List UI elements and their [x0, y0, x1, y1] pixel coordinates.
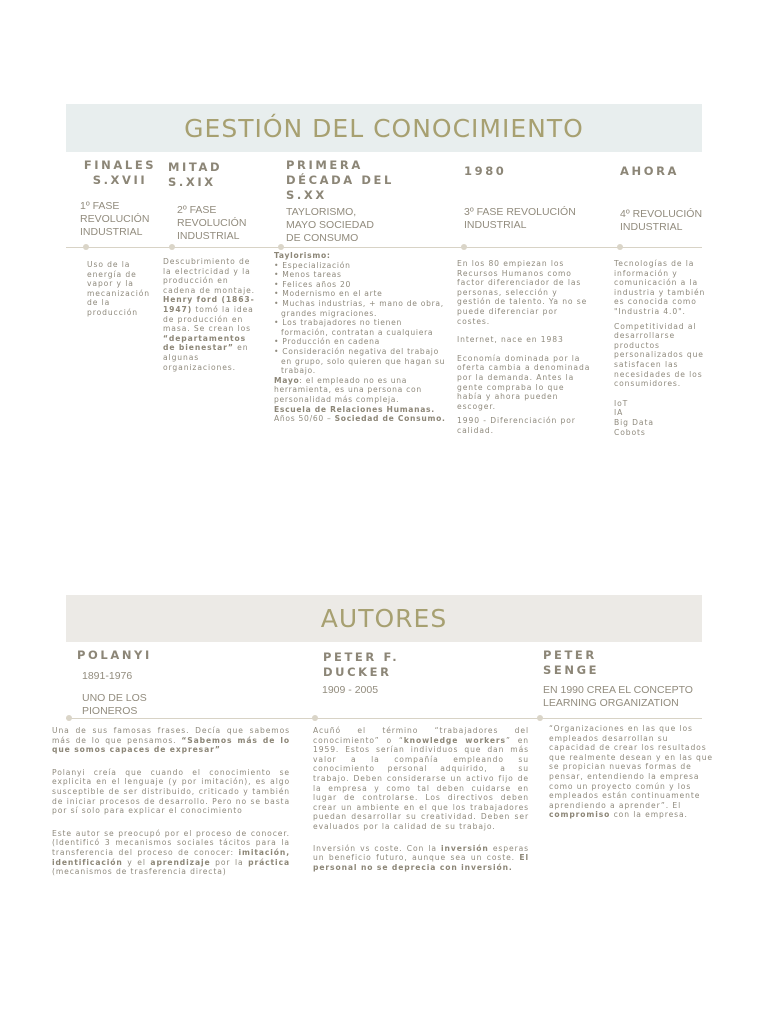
text-span: en algunas organizaciones. — [163, 343, 249, 372]
section-title-gestion: GESTIÓN DEL CONOCIMIENTO — [66, 104, 702, 152]
column-subtitle-wrap — [286, 206, 416, 245]
timeline-dot — [537, 715, 543, 721]
column-subtitle-wrap — [177, 204, 257, 243]
tech-item: Big Data — [614, 417, 654, 427]
polanyi-paragraph — [52, 726, 290, 755]
polanyi-paragraph: Polanyi creía que cuando el conocimiento se explicita en el lenguaje (y por imitación), es algo susceptible de ser distribuido, criticado y también de iniciar procesos de desarrollo. Pero no se basta por sí solo para explicar el conocimiento — [52, 767, 290, 816]
column-body-1980 — [457, 259, 593, 436]
escuela-text — [274, 405, 452, 415]
text-span: Inversión vs coste. Con la — [313, 843, 442, 853]
taylor-heading — [274, 251, 452, 261]
taylor-bullet: • Felices años 20 — [274, 280, 452, 290]
column-subtitle: 3º FASE REVOLUCIÓN INDUSTRIAL — [464, 206, 576, 231]
text-span: esperas un beneficio futuro, aunque sea un coste. — [313, 843, 529, 863]
bold-span: imitación, identificación — [52, 847, 290, 867]
text-span: “Organizaciones en las que los empleados desarrollan su capacidad de crear los resultados que realmente desean y en las que se propician nuevas formas de pensar, entendiendo la empresa como un proyecto común y los empleados están continuamente aprendiendo a aprender”. El — [549, 724, 713, 810]
bold-span: práctica — [248, 857, 290, 867]
timeline-column-primera-decada — [286, 158, 416, 203]
body-paragraph: 1990 - Diferenciación por calidad. — [457, 416, 576, 435]
timeline-column-1980 — [464, 164, 544, 179]
author-name: POLANYI — [77, 648, 152, 662]
mayo-text — [274, 376, 452, 405]
column-subtitle-wrap — [80, 200, 160, 239]
column-subtitle: 4º REVOLUCIÓN INDUSTRIAL — [620, 208, 703, 233]
column-body-primera-decada — [274, 251, 452, 424]
taylor-bullet: • Muchas industrias, + mano de obra, grandes migraciones. — [274, 299, 452, 318]
anos-text — [274, 414, 452, 424]
text-span: por la — [210, 857, 249, 867]
bold-span: inversión — [441, 843, 489, 853]
timeline-dot — [278, 244, 284, 250]
column-subtitle-wrap — [464, 206, 604, 232]
column-title: FINALES S.XVII — [83, 158, 157, 187]
author-name: PETER SENGE — [543, 648, 600, 677]
tech-item: Cobots — [614, 427, 646, 437]
author-senge-body — [549, 724, 715, 820]
column-body-mitad-xix — [163, 257, 261, 372]
author-polanyi-meta — [82, 670, 202, 718]
text-span: Una de sus famosas frases. Decía que sabemos más de lo que pensamos. — [52, 726, 290, 745]
bold-span: Taylorismo: — [274, 251, 331, 260]
polanyi-paragraph — [52, 829, 290, 877]
column-title: AHORA — [620, 164, 680, 178]
author-ducker-meta — [322, 684, 442, 697]
timeline-column-mitad-xix — [166, 160, 256, 190]
bold-span: “departamentos de bienestar” — [163, 333, 247, 353]
timeline-dot — [312, 715, 318, 721]
author-polanyi-body — [52, 726, 290, 877]
author-subtitle: UNO DE LOS PIONEROS — [82, 692, 147, 717]
body-paragraph: En los 80 empiezan los Recursos Humanos como factor diferenciador de las personas, selección y gestión de talento. Ya no se puede diferenciar por costes. — [457, 259, 588, 326]
taylor-bullet: • Modernismo en el arte — [274, 289, 452, 299]
bold-span: compromiso — [549, 810, 611, 820]
author-senge-meta — [543, 684, 713, 710]
timeline-line-authors — [66, 718, 702, 719]
text-span: Este autor se preocupó por el proceso de conocer. (Identificó 3 mecanismos sociales tácitos para la transferencia del proceso de conocer: — [52, 828, 290, 857]
author-senge-header — [543, 648, 663, 678]
timeline-dot — [617, 244, 623, 250]
column-subtitle: 2º FASE REVOLUCIÓN INDUSTRIAL — [177, 204, 247, 242]
taylor-bullet: • Producción en cadena — [274, 337, 452, 347]
timeline-column-ahora — [620, 164, 700, 179]
text-span: (mecanismos de trasferencia directa) — [52, 867, 227, 877]
text-span: : el empleado no es una herramienta, es una persona con personalidad más compleja. — [274, 375, 422, 404]
timeline-dot — [66, 715, 72, 721]
text-span: ” en 1959. Estos serían individuos que dan más valor a la compañía empleando su conocimiento personal adquirido, a su trabajo. Deben considerarse un activo fijo de la empresa y como tal deben cuidarse en lugar de controlarse. Los directivos deben crear un ambiente en el que los trabajadores puedan desarrollar su creatividad. Deben ser evaluados por la calidad de su trabajo. — [313, 735, 529, 831]
bold-span: Henry ford (1863-1947) — [163, 295, 255, 314]
text-span: Acuñó el término “trabajadores del conocimiento” o “ — [313, 726, 529, 745]
column-title: 1980 — [464, 164, 507, 178]
text-span: tomó la idea de producción en masa. Se crean los — [163, 304, 254, 334]
column-title: MITAD S.XIX — [168, 160, 223, 189]
author-ducker-header — [323, 650, 443, 680]
author-subtitle: EN 1990 CREA EL CONCEPTO LEARNING ORGANIZATION — [543, 684, 693, 709]
body-paragraph: Competitividad al desarrollarse productos personalizados que satisfacen las necesidades de los consumidores. — [614, 321, 704, 389]
text-span: Años 50/60 – — [274, 414, 335, 424]
author-years: 1891-1976 — [82, 670, 133, 682]
taylor-list — [274, 261, 452, 376]
bold-span: El personal no se deprecia con inversión. — [313, 853, 529, 872]
text-span: y el — [122, 857, 151, 867]
taylor-bullet: • Los trabajadores no tienen formación, contratan a cualquiera — [274, 318, 452, 337]
body-text — [163, 257, 261, 372]
author-ducker-body — [313, 726, 529, 872]
timeline-column-finales-xvii — [80, 158, 160, 188]
body-paragraph: Internet, nace en 1983 — [457, 335, 564, 345]
bold-span: Mayo — [274, 375, 300, 385]
column-subtitle: TAYLORISMO, MAYO SOCIEDAD DE CONSUMO — [286, 206, 374, 244]
text-span: Descubrimiento de la electricidad y la producción en cadena de montaje. — [163, 257, 255, 295]
timeline-dot — [83, 244, 89, 250]
author-name: PETER F. DUCKER — [323, 650, 400, 679]
timeline-line — [66, 247, 702, 248]
body-text: Uso de la energía de vapor y la mecanización de la producción — [87, 260, 151, 317]
author-years: 1909 - 2005 — [322, 684, 379, 696]
section-title-autores: AUTORES — [66, 595, 702, 642]
text-span: con la empresa. — [610, 810, 688, 820]
body-paragraph: Economía dominada por la oferta cambia a denominada por la demanda. Antes la gente compraba lo que había y ahora pueden escoger. — [457, 353, 591, 411]
column-body-ahora — [614, 259, 710, 437]
column-subtitle: 1º FASE REVOLUCIÓN INDUSTRIAL — [80, 200, 150, 238]
bold-span: Escuela de Relaciones Humanas. — [274, 404, 435, 414]
timeline-dot — [461, 244, 467, 250]
bold-span: “Sabemos más de lo que somos capaces de expresar” — [52, 735, 290, 755]
author-polanyi-header — [77, 648, 197, 663]
column-body-finales-xvii — [87, 260, 157, 318]
tech-item: IoT — [614, 398, 629, 408]
senge-paragraph — [549, 724, 715, 820]
bold-span: knowledge workers — [403, 735, 506, 745]
ducker-paragraph — [313, 726, 529, 832]
column-title: PRIMERA DÉCADA DEL S.XX — [286, 158, 394, 202]
timeline-dot — [169, 244, 175, 250]
body-paragraph: Tecnologías de la información y comunicación a la industria y también es conocida como "Industria 4.0". — [614, 259, 706, 316]
taylor-bullet: • Consideración negativa del trabajo en grupo, solo quieren que hagan su trabajo. — [274, 347, 452, 376]
tech-item: IA — [614, 408, 624, 418]
bold-span: Sociedad de Consumo. — [334, 414, 446, 424]
column-subtitle-wrap — [620, 208, 710, 234]
taylor-bullet: • Menos tareas — [274, 270, 452, 280]
taylor-bullet: • Especialización — [274, 261, 452, 271]
bold-span: aprendizaje — [150, 857, 211, 867]
ducker-paragraph — [313, 844, 529, 873]
